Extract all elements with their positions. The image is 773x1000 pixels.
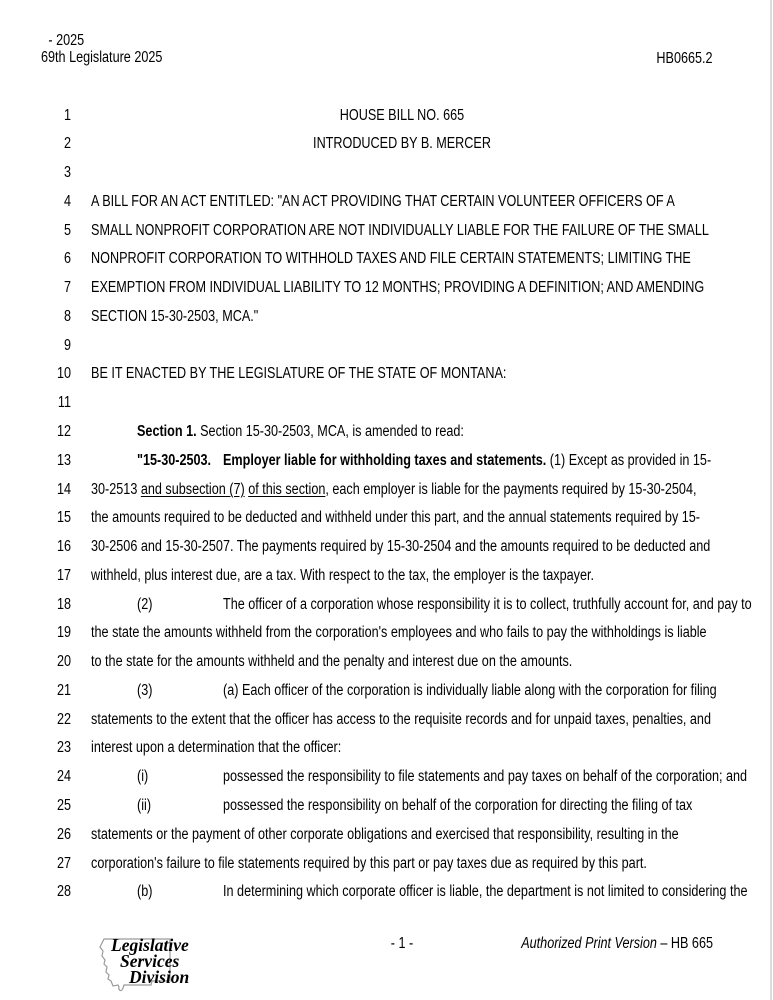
doc-line — [0, 188, 773, 217]
line-number: 24 — [56, 768, 72, 786]
logo-text-division: Division — [129, 967, 190, 987]
doc-line — [0, 792, 773, 821]
line-text: EXEMPTION FROM INDIVIDUAL LIABILITY TO 12 MONTHS; PROVIDING A DEFINITION; AND AMENDING — [91, 279, 705, 297]
line-text: statements to the extent that the officer has access to the requisite records and for unpaid taxes, penalties, and — [91, 710, 711, 728]
line-number: 17 — [56, 566, 72, 584]
doc-line — [0, 360, 773, 389]
doc-line — [0, 878, 773, 907]
line-number: 20 — [56, 653, 72, 671]
line-text — [91, 332, 713, 361]
line-text: the amounts required to be deducted and withheld under this part, and the annual statements required by 15- — [91, 509, 701, 527]
line-text: SECTION 15-30-2503, MCA." — [91, 307, 259, 325]
logo-text-legislative: Legislative — [111, 935, 189, 955]
doc-line — [0, 648, 773, 677]
doc-line — [0, 821, 773, 850]
line-number: 3 — [63, 164, 72, 182]
line-text: (i) possessed the responsibility to file statements and pay taxes on behalf of the corporation; and — [137, 768, 748, 786]
line-number: 18 — [56, 595, 72, 613]
doc-line — [0, 159, 773, 188]
doc-line — [0, 130, 773, 159]
numbered-lines — [0, 102, 773, 907]
line-text: (3) (a) Each officer of the corporation is individually liable along with the corporation for filing — [137, 681, 717, 699]
line-number: 9 — [63, 336, 72, 354]
legislative-services-division-logo — [94, 932, 214, 998]
line-text: to the state for the amounts withheld and the penalty and interest due on the amounts. — [91, 653, 573, 671]
line-text: "15-30-2503. Employer liable for withholding taxes and statements. (1) Except as provided in 15- — [137, 451, 712, 469]
doc-line — [0, 591, 773, 620]
doc-line — [0, 102, 773, 131]
line-number: 4 — [63, 192, 72, 210]
line-number: 6 — [63, 250, 72, 268]
line-text: corporation's failure to file statements required by this part or pay taxes due as required by this part. — [91, 854, 647, 872]
doc-line — [0, 504, 773, 533]
doc-line — [0, 418, 773, 447]
line-text: SMALL NONPROFIT CORPORATION ARE NOT INDIVIDUALLY LIABLE FOR THE FAILURE OF THE SMALL — [91, 221, 709, 239]
line-number: 8 — [63, 307, 72, 325]
doc-line — [0, 389, 773, 418]
doc-line — [0, 677, 773, 706]
page-number: - 1 - — [390, 935, 414, 952]
line-text: withheld, plus interest due, are a tax. With respect to the tax, the employer is the taxpayer. — [91, 566, 595, 584]
line-number: 12 — [56, 423, 72, 441]
line-text — [91, 159, 713, 188]
line-number: 14 — [56, 480, 72, 498]
doc-line — [0, 850, 773, 879]
line-text: INTRODUCED BY B. MERCER — [313, 135, 491, 153]
line-number: 15 — [56, 509, 72, 527]
line-number: 26 — [56, 825, 72, 843]
line-number: 10 — [56, 365, 72, 383]
header-session-line: - 2025 — [48, 32, 85, 49]
header-doc-code: HB0665.2 — [656, 50, 713, 67]
line-text: BE IT ENACTED BY THE LEGISLATURE OF THE STATE OF MONTANA: — [91, 365, 507, 383]
line-text: HOUSE BILL NO. 665 — [339, 106, 465, 124]
line-text: (ii) possessed the responsibility on behalf of the corporation for directing the filing of tax — [137, 796, 693, 814]
line-number: 13 — [56, 451, 72, 469]
doc-line — [0, 734, 773, 763]
line-number: 19 — [56, 624, 72, 642]
line-text: interest upon a determination that the officer: — [91, 739, 342, 757]
doc-line — [0, 706, 773, 735]
doc-line — [0, 217, 773, 246]
line-number: 7 — [63, 279, 72, 297]
line-text: (2) The officer of a corporation whose responsibility it is to collect, truthfully account for, and pay to — [137, 595, 752, 613]
header-legislature-line: 69th Legislature 2025 — [41, 48, 163, 66]
line-text: (b) In determining which corporate officer is liable, the department is not limited to considering the — [137, 883, 748, 901]
line-number: 23 — [56, 739, 72, 757]
line-number: 2 — [63, 135, 72, 153]
line-number: 16 — [56, 538, 72, 556]
doc-line — [0, 245, 773, 274]
line-number: 22 — [56, 710, 72, 728]
doc-line — [0, 476, 773, 505]
doc-line — [0, 763, 773, 792]
line-text — [91, 389, 713, 418]
line-text: 30-2513 and subsection (7) of this section, each employer is liable for the payments required by 15-30-2504, — [91, 480, 697, 498]
line-text: A BILL FOR AN ACT ENTITLED: "AN ACT PROVIDING THAT CERTAIN VOLUNTEER OFFICERS OF A — [91, 192, 675, 210]
line-text: 30-2506 and 15-30-2507. The payments required by 15-30-2504 and the amounts required to be deducted and — [91, 538, 711, 556]
doc-line — [0, 274, 773, 303]
line-number: 21 — [56, 681, 72, 699]
line-number: 28 — [56, 883, 72, 901]
line-number: 5 — [63, 221, 72, 239]
line-text: NONPROFIT CORPORATION TO WITHHOLD TAXES AND FILE CERTAIN STATEMENTS; LIMITING THE — [91, 250, 691, 268]
line-text: statements or the payment of other corporate obligations and exercised that responsibility, resulting in the — [91, 825, 679, 843]
line-text: the state the amounts withheld from the corporation's employees and who fails to pay the withholdings is liable — [91, 624, 707, 642]
logo-text-services: Services — [120, 951, 180, 971]
scan-edge-line — [770, 0, 772, 1000]
doc-line — [0, 447, 773, 476]
doc-line — [0, 533, 773, 562]
authorized-print-version-billno: – HB 665 — [656, 935, 713, 952]
line-number: 25 — [56, 796, 72, 814]
line-number: 11 — [57, 394, 72, 412]
line-number: 1 — [63, 106, 72, 124]
doc-line — [0, 619, 773, 648]
doc-line — [0, 562, 773, 591]
authorized-print-version-italic: Authorized Print Version — [521, 935, 657, 952]
doc-line — [0, 303, 773, 332]
doc-line — [0, 332, 773, 361]
line-text: Section 1. Section 15-30-2503, MCA, is amended to read: — [137, 423, 464, 441]
line-number: 27 — [56, 854, 72, 872]
